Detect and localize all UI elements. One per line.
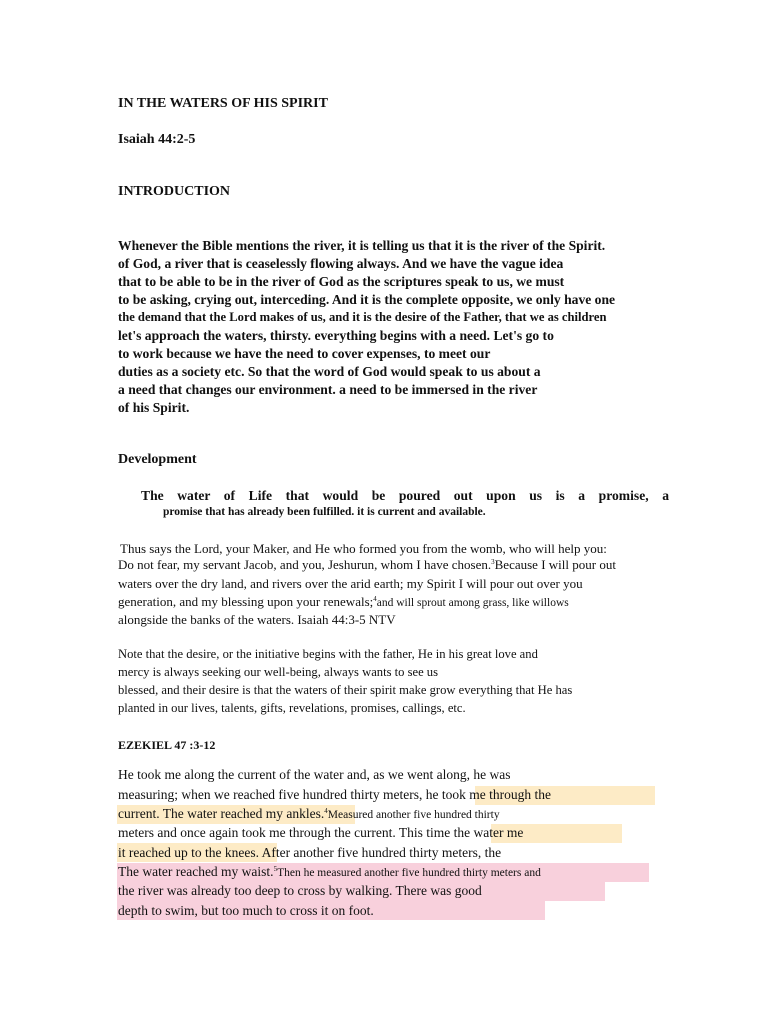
paragraph-line: that to be able to be in the river of God as the scriptures speak to us, we must — [118, 274, 565, 289]
paragraph-line: planted in our lives, talents, gifts, revelations, promises, callings, etc. — [118, 701, 466, 715]
paragraph-line: mercy is always seeking our well-being, always wants to see us — [118, 665, 439, 679]
quote-line: generation, and my blessing upon your renewals;$^4$and will sprout among grass, like willows — [118, 594, 569, 609]
quote-line: depth to swim, but too much to cross it on foot. — [118, 903, 374, 918]
quote-line: measuring; when we reached five hundred thirty meters, he took me through the — [118, 787, 551, 802]
paragraph-line: let's approach the waters, thirsty. everything begins with a need. Let's go to — [118, 328, 554, 343]
quote-line: Do not fear, my servant Jacob, and you, Jeshurun, whom I have chosen.$^3$Because I will pour out — [118, 557, 616, 572]
ezekiel-heading: EZEKIEL 47 :3-12 — [118, 738, 216, 752]
paragraph-line: to work because we have the need to cover expenses, to meet our — [118, 346, 491, 361]
quote-line: it reached up to the knees. After another five hundred thirty meters, the — [118, 845, 502, 860]
introduction-heading: INTRODUCTION — [118, 184, 231, 199]
quote-line: alongside the banks of the waters. Isaiah 44:3-5 NTV — [118, 612, 396, 627]
development-heading: Development — [118, 452, 197, 467]
document-title: IN THE WATERS OF HIS SPIRIT — [118, 96, 328, 111]
promise-line: promise that has already been fulfilled. it is current and available. — [163, 506, 486, 518]
paragraph-line: Whenever the Bible mentions the river, it is telling us that it is the river of the Spirit. — [118, 238, 606, 253]
quote-line: The water reached my waist.$^5$Then he measured another five hundred thirty meters and — [118, 864, 541, 879]
paragraph-line: Note that the desire, or the initiative begins with the father, He in his great love and — [118, 647, 538, 661]
quote-line: Thus says the Lord, your Maker, and He who formed you from the womb, who will help you: — [120, 541, 607, 556]
paragraph-line: a need that changes our environment. a need to be immersed in the river — [118, 382, 538, 397]
paragraph-line: to be asking, crying out, interceding. And it is the complete opposite, we only have one — [118, 292, 616, 307]
scripture-reference: Isaiah 44:2-5 — [118, 132, 196, 147]
quote-line: the river was already too deep to cross by walking. There was good — [118, 883, 482, 898]
quote-line: current. The water reached my ankles.$^4$Measured another five hundred thirty — [118, 806, 500, 821]
paragraph-line: of God, a river that is ceaselessly flowing always. And we have the vague idea — [118, 256, 564, 271]
quote-line: He took me along the current of the water and, as we went along, he was — [118, 767, 511, 782]
paragraph-line: duties as a society etc. So that the word of God would speak to us about a — [118, 364, 541, 379]
paragraph-line: the demand that the Lord makes of us, and it is the desire of the Father, that we as children — [118, 310, 607, 324]
paragraph-line: of his Spirit. — [118, 400, 190, 415]
quote-line: waters over the dry land, and rivers over the arid earth; my Spirit I will pour out over you — [118, 576, 583, 591]
promise-line: The water of Life that would be poured out upon us is a promise, a — [141, 488, 669, 503]
paragraph-line: blessed, and their desire is that the waters of their spirit make grow everything that He has — [118, 683, 573, 697]
quote-line: meters and once again took me through the current. This time the water me — [118, 825, 524, 840]
